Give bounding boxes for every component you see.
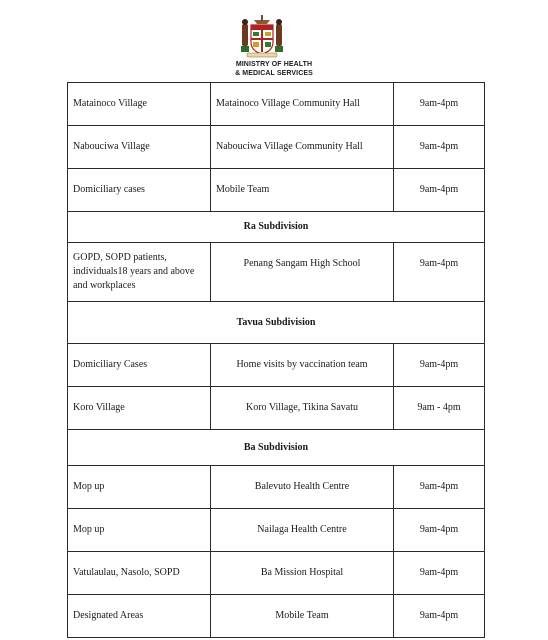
location-cell: Mop up — [68, 509, 211, 552]
table-row — [68, 126, 485, 169]
time-cell: 9am-4pm — [394, 83, 485, 126]
venue-cell: Home visits by vaccination team — [211, 344, 394, 387]
location-cell: Mop up — [68, 466, 211, 509]
table-row — [68, 466, 485, 509]
table-row — [68, 344, 485, 387]
table-row — [68, 387, 485, 430]
venue-cell: Mobile Team — [211, 595, 394, 638]
section-title: Tavua Subdivision — [68, 302, 485, 344]
section-title: Ba Subdivision — [68, 430, 485, 466]
venue-cell: Ba Mission Hospital — [211, 552, 394, 595]
location-cell: Matainoco Village — [68, 83, 211, 126]
venue-cell: Penang Sangam High School — [211, 243, 394, 302]
table-row — [68, 243, 485, 302]
table-row — [68, 509, 485, 552]
table-row — [68, 169, 485, 212]
time-cell: 9am-4pm — [394, 552, 485, 595]
location-cell: Domiciliary Cases — [68, 344, 211, 387]
coat-of-arms-icon — [239, 14, 285, 58]
table-row — [68, 595, 485, 638]
location-cell: Vatulaulau, Nasolo, SOPD — [68, 552, 211, 595]
vaccination-schedule-table — [67, 82, 485, 638]
section-title: Ra Subdivision — [68, 212, 485, 243]
venue-cell: Nabouciwa Village Community Hall — [211, 126, 394, 169]
ministry-name-line2: & MEDICAL SERVICES — [235, 70, 313, 77]
time-cell: 9am-4pm — [394, 126, 485, 169]
venue-cell: Mobile Team — [211, 169, 394, 212]
location-cell: Designated Areas — [68, 595, 211, 638]
section-row — [68, 302, 485, 344]
venue-cell: Matainoco Village Community Hall — [211, 83, 394, 126]
time-cell: 9am - 4pm — [394, 387, 485, 430]
venue-cell: Balevuto Health Centre — [211, 466, 394, 509]
location-cell: Koro Village — [68, 387, 211, 430]
document-header — [0, 0, 548, 82]
section-row — [68, 212, 485, 243]
time-cell: 9am-4pm — [394, 344, 485, 387]
time-cell: 9am-4pm — [394, 243, 485, 302]
time-cell: 9am-4pm — [394, 595, 485, 638]
location-cell: GOPD, SOPD patients, individuals18 years and above and workplaces — [68, 243, 211, 302]
location-cell: Nabouciwa Village — [68, 126, 211, 169]
time-cell: 9am-4pm — [394, 169, 485, 212]
table-row — [68, 83, 485, 126]
venue-cell: Nailaga Health Centre — [211, 509, 394, 552]
section-row — [68, 430, 485, 466]
table-row — [68, 552, 485, 595]
time-cell: 9am-4pm — [394, 509, 485, 552]
venue-cell: Koro Village, Tikina Savatu — [211, 387, 394, 430]
time-cell: 9am-4pm — [394, 466, 485, 509]
ministry-name-line1: MINISTRY OF HEALTH — [235, 61, 313, 68]
location-cell: Domiciliary cases — [68, 169, 211, 212]
